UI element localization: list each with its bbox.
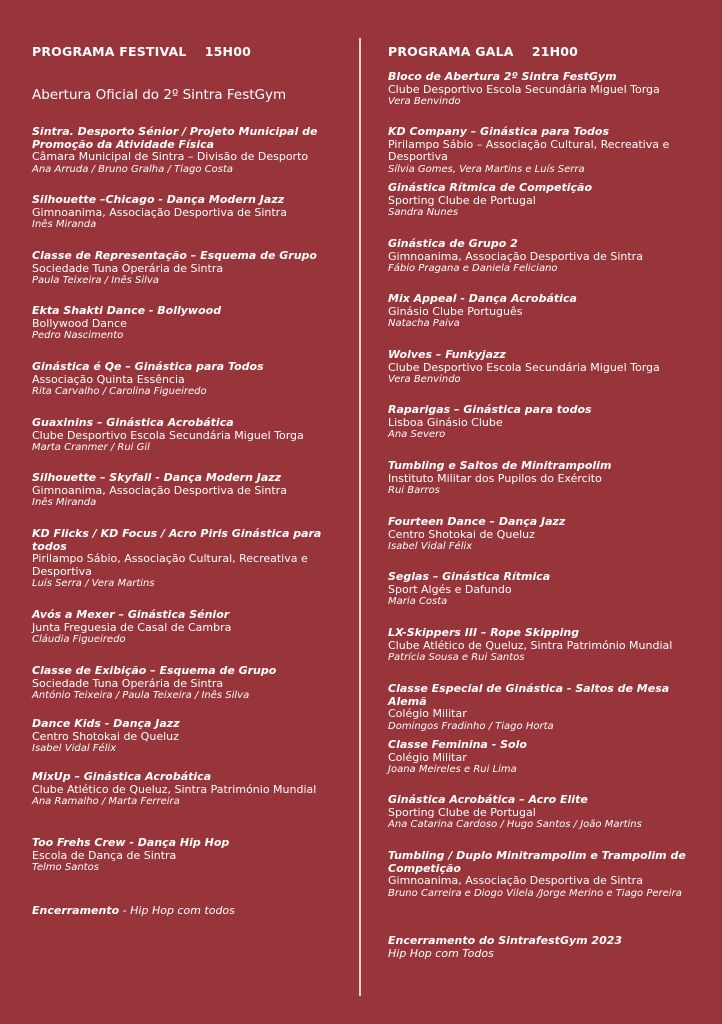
program-entry	[32, 837, 332, 874]
program-entry	[388, 627, 710, 664]
festival-closing-label: Encerramento	[32, 904, 120, 917]
program-entry	[32, 361, 332, 398]
entry-organization: Pirilampo Sábio, Associação Cultural, Recreativa e Desportiva	[32, 552, 308, 578]
entry-organization: Escola de Dança de Sintra	[32, 848, 177, 862]
entry-people: Bruno Carreira e Diogo Vilela /Jorge Merino e Tiago Pereira	[388, 887, 682, 899]
entry-organization: Gimnoanima, Associação Desportiva de Sintra	[32, 205, 287, 219]
program-entry	[32, 250, 332, 287]
entry-people: Natacha Paiva	[388, 318, 460, 329]
entry-title: Silhouette –Chicago - Dança Modern Jazz	[32, 193, 285, 206]
gala-closing-label: Encerramento do SintrafestGym 2023	[388, 934, 623, 947]
entry-organization: Sociedade Tuna Operária de Sintra	[32, 676, 224, 690]
entry-title: Bloco de Abertura 2º Sintra FestGym	[388, 70, 617, 83]
entry-title: Mix Appeal - Dança Acrobática	[388, 292, 577, 305]
entry-organization: Clube Desportivo Escola Secundária Miguel Torga	[388, 82, 660, 96]
entry-organization: Gimnoanima, Associação Desportiva de Sintra	[32, 483, 287, 497]
entry-people: Fábio Pragana e Daniela Feliciano	[388, 263, 558, 274]
entry-people: Sandra Nunes	[388, 207, 459, 218]
entry-title: Guaxinins – Ginástica Acrobática	[32, 416, 234, 429]
program-entry	[388, 293, 710, 330]
entry-people: Inês Miranda	[32, 219, 97, 230]
entry-organization: Clube Desportivo Escola Secundária Miguel Torga	[388, 360, 660, 374]
program-entry	[388, 516, 710, 553]
entry-people: Inês Miranda	[32, 497, 97, 508]
entry-people: António Teixeira / Paula Teixeira / Inês Silva	[32, 690, 250, 701]
entry-people: Vera Benvindo	[388, 374, 461, 385]
entry-title: Ekta Shakti Dance - Bollywood	[32, 304, 222, 317]
entry-people: Ana Ramalho / Marta Ferreira	[32, 796, 180, 807]
program-entry	[388, 460, 710, 497]
program-entry	[32, 665, 332, 702]
entry-title: Classe de Representação – Esquema de Grupo	[32, 249, 317, 262]
program-entry	[32, 609, 332, 646]
program-entry	[388, 571, 710, 608]
entry-title: MixUp – Ginástica Acrobática	[32, 770, 212, 783]
entry-organization: Centro Shotokai de Queluz	[32, 729, 179, 743]
program-entry	[388, 349, 710, 386]
entry-people: Isabel Vidal Félix	[32, 743, 117, 754]
program-entry	[388, 850, 710, 900]
entry-people: Cláudia Figueiredo	[32, 634, 126, 645]
entry-title: Too Frehs Crew - Dança Hip Hop	[32, 836, 230, 849]
entry-organization: Sociedade Tuna Operária de Sintra	[32, 261, 224, 275]
entry-title: Tumbling / Duplo Minitrampolim e Trampolim de Competição	[388, 849, 686, 875]
entry-title: Ginástica é Qe – Ginástica para Todos	[32, 360, 264, 373]
entry-people: Ana Arruda / Bruno Gralha / Tiago Costa	[32, 163, 234, 175]
entry-people: Pedro Nascimento	[32, 330, 124, 341]
entry-organization: Gimnoanima, Associação Desportiva de Sintra	[388, 874, 643, 887]
entry-organization: Colégio Militar	[388, 750, 467, 764]
entry-people: Marta Cranmer / Rui Gil	[32, 442, 150, 453]
entry-title: Dance Kids - Dança Jazz	[32, 717, 180, 730]
entry-people: Joana Meireles e Rui Lima	[388, 764, 517, 775]
entry-organization: Instituto Militar dos Pupilos do Exército	[388, 471, 602, 485]
entry-title: Raparigas – Ginástica para todos	[388, 403, 592, 416]
program-entry	[388, 238, 710, 275]
entry-title: Ginástica de Grupo 2	[388, 237, 518, 250]
entry-organization: Câmara Municipal de Sintra – Divisão de Desporto	[32, 150, 309, 163]
program-entry	[388, 71, 710, 108]
program-entry	[388, 404, 710, 441]
entry-organization: Sport Algés e Dafundo	[388, 582, 512, 596]
entry-people: Sílvia Gomes, Vera Martins e Luís Serra	[388, 163, 585, 175]
gala-closing	[388, 935, 710, 960]
entry-title: Silhouette – Skyfall - Dança Modern Jazz	[32, 471, 282, 484]
entry-title: Classe Feminina - Solo	[388, 738, 527, 751]
entry-title: KD Company – Ginástica para Todos	[388, 125, 610, 138]
entry-title: Ginástica Acrobática – Acro Elite	[388, 793, 588, 806]
entry-people: Rui Barros	[388, 485, 440, 496]
program-entry	[32, 417, 332, 454]
entry-organization: Colégio Militar	[388, 707, 467, 720]
entry-people: Paula Teixeira / Inês Silva	[32, 275, 159, 286]
entry-people: Luís Serra / Vera Martins	[32, 578, 155, 589]
entry-title: Avós a Mexer – Ginástica Sénior	[32, 608, 230, 621]
program-entry	[32, 305, 332, 342]
entry-people: Rita Carvalho / Carolina Figueiredo	[32, 386, 207, 397]
entry-title: Ginástica Rítmica de Competição	[388, 181, 593, 194]
entry-organization: Junta Freguesia de Casal de Cambra	[32, 620, 232, 634]
program-entry	[388, 182, 710, 219]
entry-people: Ana Severo	[388, 429, 446, 440]
program-entry	[388, 126, 710, 176]
program-entry	[32, 472, 332, 509]
entry-people: Vera Benvindo	[388, 96, 461, 107]
festival-header: PROGRAMA FESTIVAL 15H00	[32, 44, 252, 59]
program-entry	[32, 194, 332, 231]
entry-organization: Ginásio Clube Português	[388, 304, 523, 318]
entry-title: LX-Skippers III – Rope Skipping	[388, 626, 580, 639]
program-entry	[32, 771, 332, 808]
entry-people: Isabel Vidal Félix	[388, 541, 473, 552]
entry-people: Telmo Santos	[32, 862, 99, 873]
program-entry	[32, 718, 332, 755]
entry-organization: Clube Atlético de Queluz, Sintra Património Mundial	[32, 782, 317, 796]
entry-people: Maria Costa	[388, 596, 448, 607]
festival-intro: Abertura Oficial do 2º Sintra FestGym	[32, 87, 287, 103]
program-entry	[388, 683, 710, 733]
festival-closing	[32, 904, 332, 917]
program-entry	[388, 794, 710, 831]
festival-closing-text: - Hip Hop com todos	[119, 904, 235, 917]
entry-title: Classe Especial de Ginástica - Saltos de Mesa Alemã	[388, 682, 670, 708]
entry-organization: Gimnoanima, Associação Desportiva de Sintra	[388, 249, 643, 263]
entry-organization: Sporting Clube de Portugal	[388, 805, 536, 819]
program-entry	[32, 528, 332, 590]
entry-people: Patrícia Sousa e Rui Santos	[388, 652, 525, 663]
entry-organization: Bollywood Dance	[32, 316, 127, 330]
gala-closing-text: Hip Hop com Todos	[388, 946, 494, 960]
program-entry	[32, 126, 332, 176]
entry-organization: Clube Atlético de Queluz, Sintra Património Mundial	[388, 638, 673, 652]
entry-people: Ana Catarina Cardoso / Hugo Santos / João Martins	[388, 819, 642, 830]
entry-title: Wolves – Funkyjazz	[388, 348, 506, 361]
entry-organization: Pirilampo Sábio – Associação Cultural, Recreativa e Desportiva	[388, 137, 670, 163]
entry-title: Sintra. Desporto Sénior / Projeto Municipal de Promoção da Atividade Física	[32, 125, 318, 151]
entry-organization: Centro Shotokai de Queluz	[388, 527, 535, 541]
entry-title: Fourteen Dance – Dança Jazz	[388, 515, 566, 528]
entry-title: Classe de Exibição – Esquema de Grupo	[32, 664, 277, 677]
column-divider	[359, 38, 361, 996]
program-entry	[388, 739, 710, 776]
entry-title: KD Flicks / KD Focus / Acro Piris Ginástica para todos	[32, 527, 322, 553]
entry-organization: Clube Desportivo Escola Secundária Miguel Torga	[32, 428, 304, 442]
entry-people: Domingos Fradinho / Tiago Horta	[388, 720, 554, 732]
entry-title: Seglas – Ginástica Rítmica	[388, 570, 551, 583]
entry-organization: Lisboa Ginásio Clube	[388, 415, 503, 429]
entry-organization: Sporting Clube de Portugal	[388, 193, 536, 207]
entry-organization: Associação Quinta Essência	[32, 372, 185, 386]
entry-title: Tumbling e Saltos de Minitrampolim	[388, 459, 612, 472]
gala-header: PROGRAMA GALA 21H00	[388, 44, 579, 59]
